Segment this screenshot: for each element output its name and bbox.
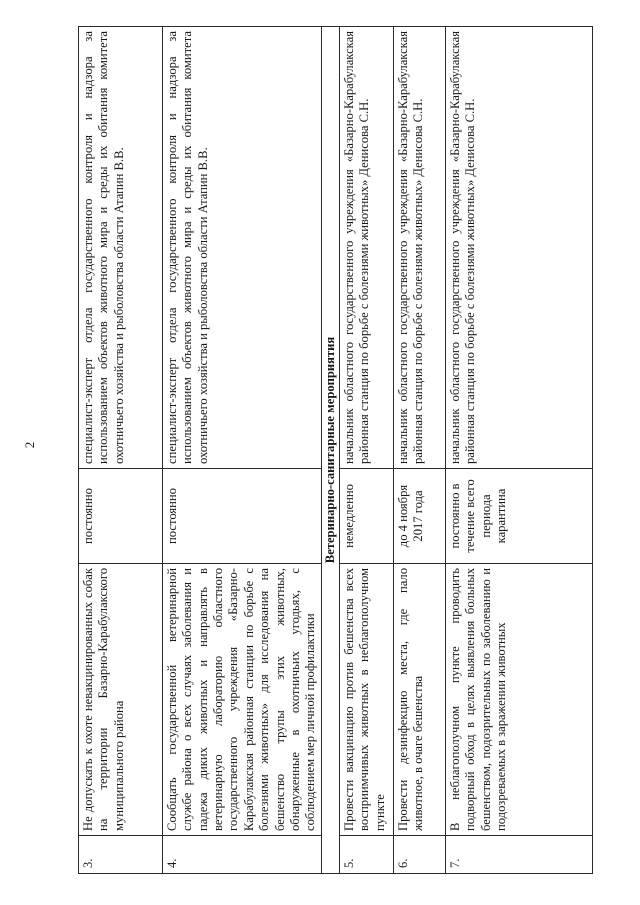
table-row (445, 27, 592, 874)
section-title: Ветеринарно-санитарные мероприятия (321, 27, 339, 874)
deadline-text: немедленно (339, 469, 393, 564)
responsible-text: начальник областного государственного учреждения «Базарно-Карабулакская районная станция по борьбе с болезнями животных» Денисова С.Н. (339, 27, 393, 469)
deadline-text: постоянно в течение всего периода карантина (445, 469, 592, 564)
responsible-text: начальник областного государственного учреждения «Базарно-Карабулакская районная станция по борьбе с болезнями животных» Денисова С.Н. (445, 27, 592, 469)
measure-text: Провести дезинфекцию места, где пало животное, в очаге бешенства (393, 564, 445, 836)
section-header-row (321, 27, 339, 874)
page-number: 2 (22, 441, 37, 449)
table-row (339, 27, 393, 874)
deadline-text: постоянно (79, 469, 163, 564)
measures-table (78, 26, 593, 874)
table-row (79, 27, 163, 874)
row-number: 7. (445, 836, 592, 874)
deadline-text: до 4 ноября 2017 года (393, 469, 445, 564)
rotated-table-container (78, 27, 553, 874)
row-number: 6. (393, 836, 445, 874)
row-number: 4. (163, 836, 322, 874)
responsible-text: специалист-эксперт отдела государственного контроля и надзора за использованием объектов животного мира и среды их обитания комитета охотничьего хозяйства и рыболовства области Атапин В.В. (79, 27, 163, 469)
row-number: 5. (339, 836, 393, 874)
measure-text: Не допускать к охоте невакцинированных собак на территории Базарно-Карабулакского муниципального района (79, 564, 163, 836)
table-row (163, 27, 322, 874)
row-number: 3. (79, 836, 163, 874)
document-table-area (78, 27, 553, 874)
measure-text: В неблагополучном пункте проводить подворный обход в целях выявления больных бешенством, подозрительных по заболеванию и подозреваемых в заражении животных (445, 564, 592, 836)
deadline-text: постоянно (163, 469, 322, 564)
table-row (393, 27, 445, 874)
measure-text: Провести вакцинацию против бешенства всех восприимчивых животных в неблагополучном пункте (339, 564, 393, 836)
responsible-text: начальник областного государственного учреждения «Базарно-Карабулакская районная станция по борьбе с болезнями животных» Денисова С.Н. (393, 27, 445, 469)
responsible-text: специалист-эксперт отдела государственного контроля и надзора за использованием объектов животного мира и среды их обитания комитета охотничьего хозяйства и рыболовства области Атапин В.В. (163, 27, 322, 469)
measure-text: Сообщать государственной ветеринарной службе района о всех случаях заболевания и падежа диких животных и направлять в ветеринарную лабораторию областного государственного учреждения «Базарно-Карабулакская районная станции по борьбе с болезнями животных» для исследования на бешенство трупы этих животных, обнаруженные в охотничьих угодьях, с соблюдением мер личной профилактики (163, 564, 322, 836)
